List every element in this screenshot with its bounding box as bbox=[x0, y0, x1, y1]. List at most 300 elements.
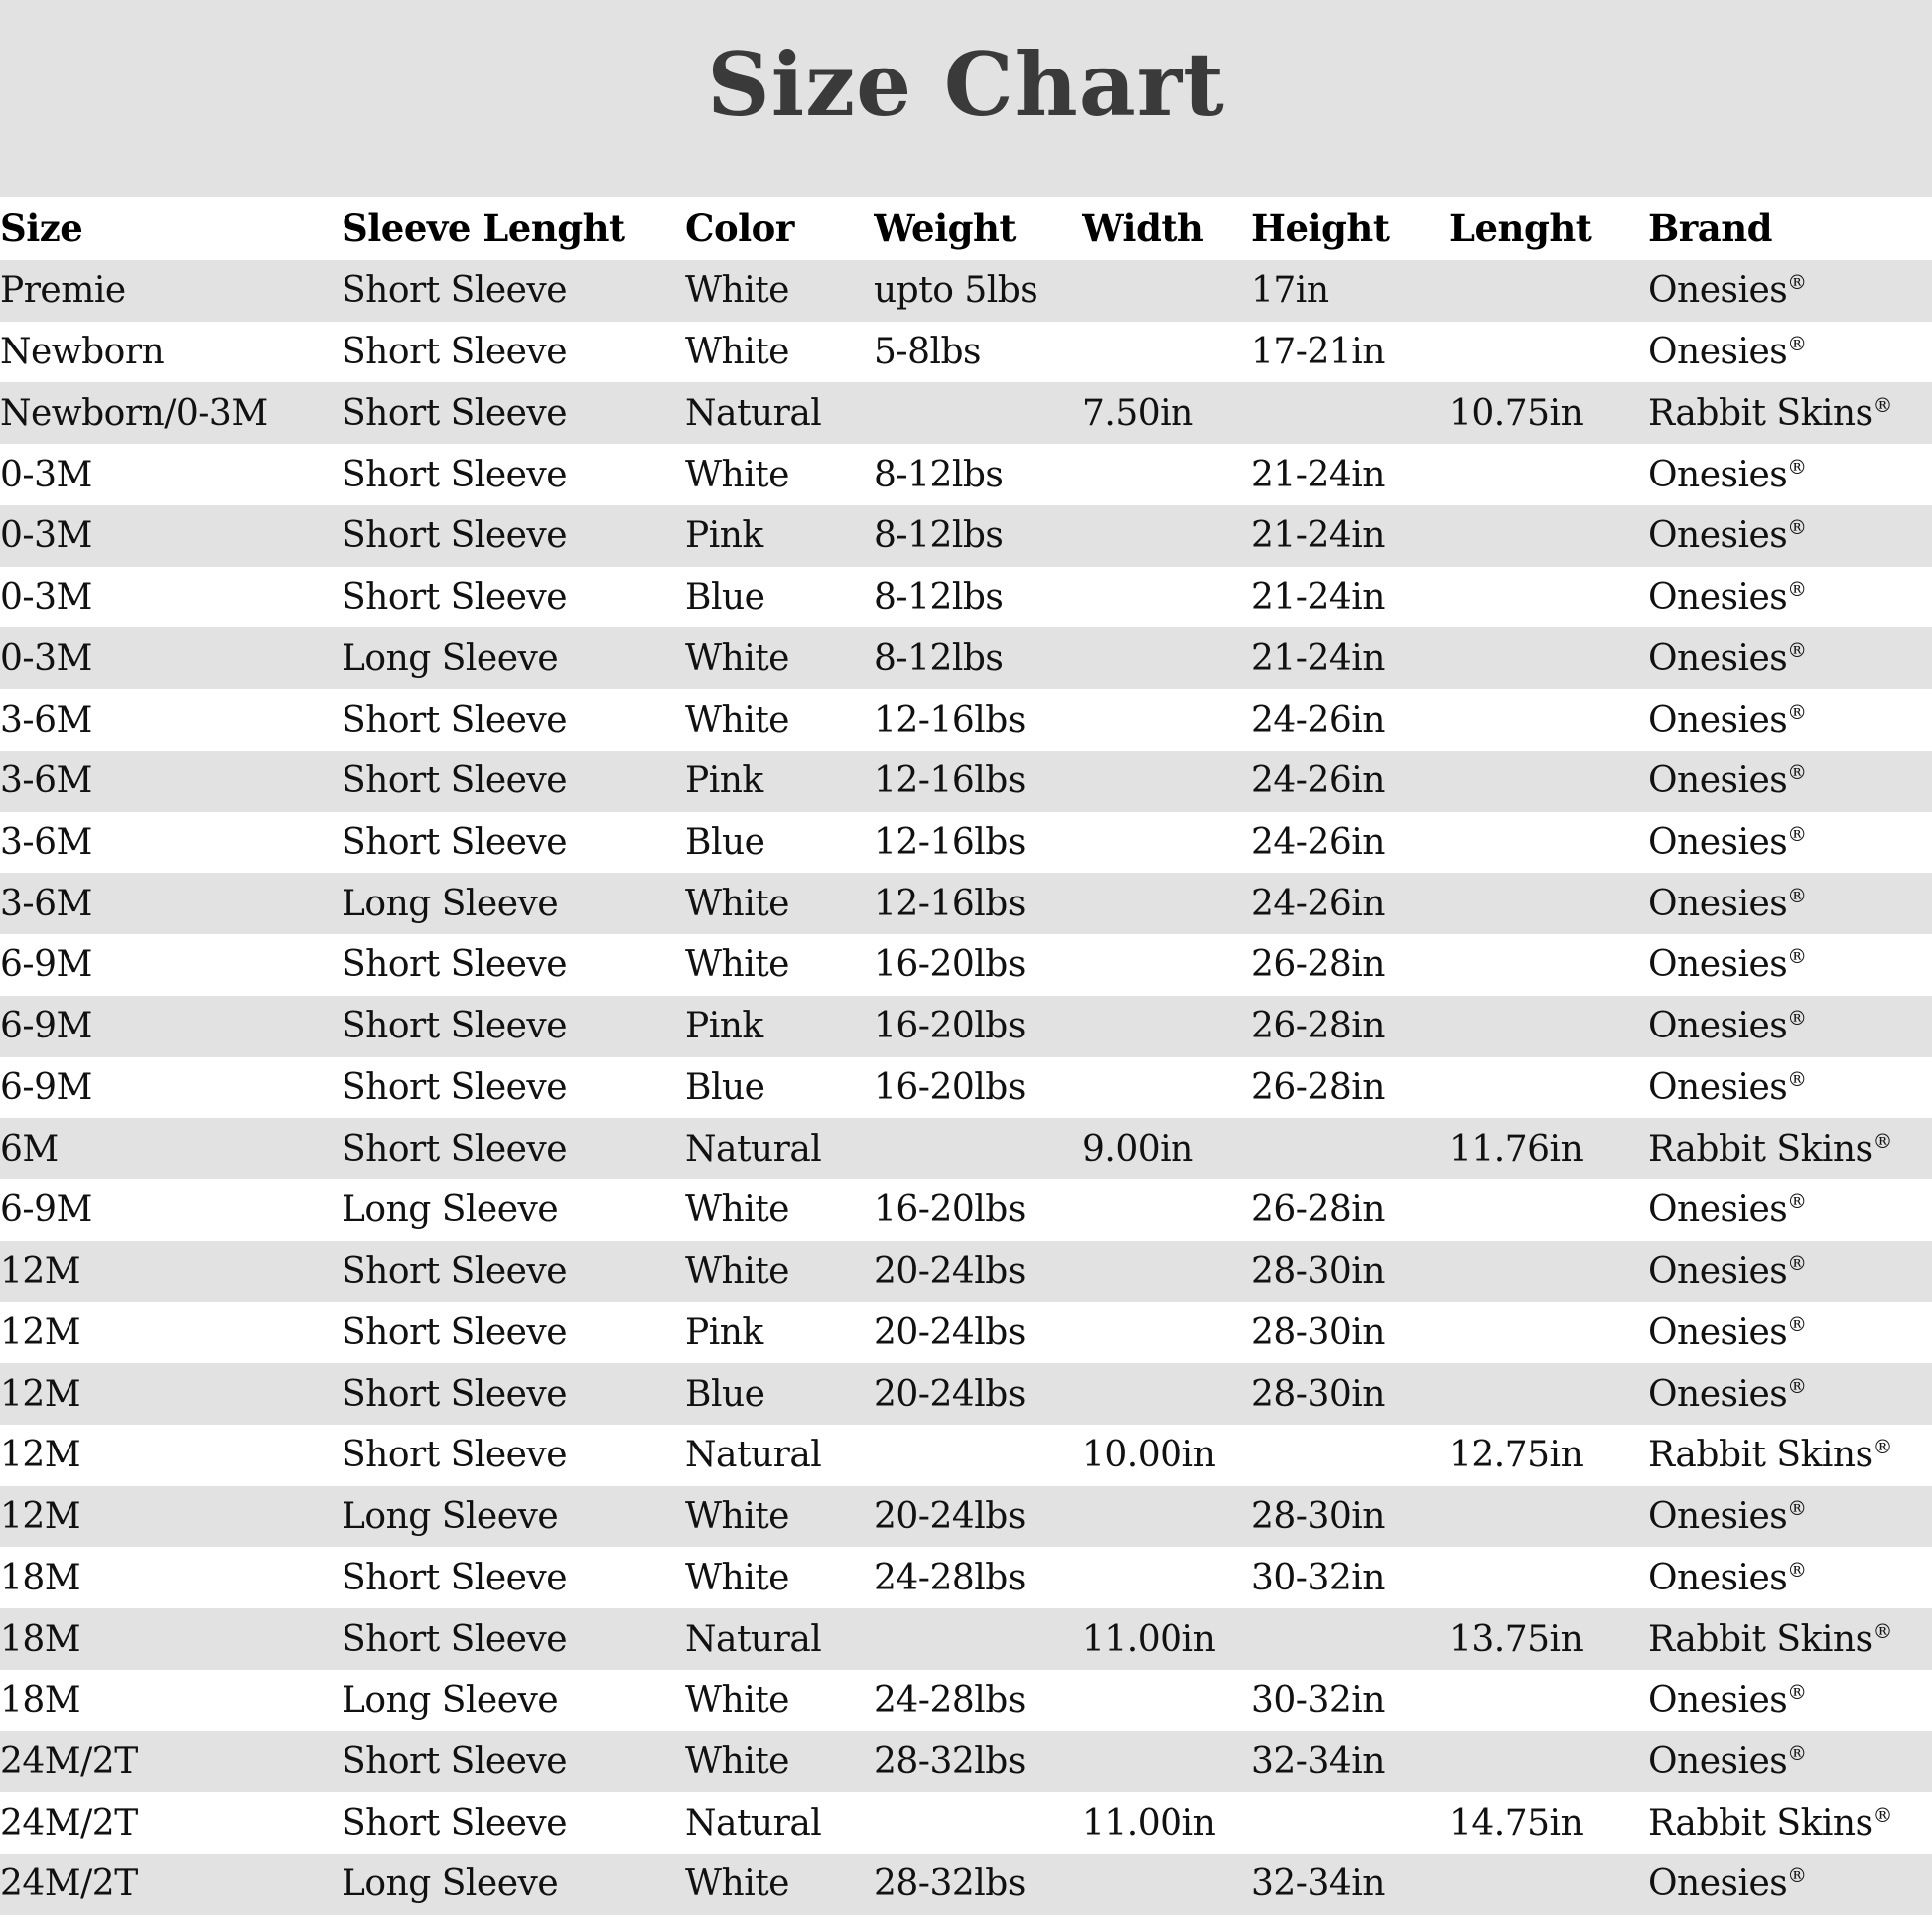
cell-sleeve-length: Short Sleeve bbox=[342, 760, 568, 802]
table-row bbox=[0, 1302, 1932, 1363]
brand-name: Onesies bbox=[1648, 270, 1788, 312]
cell-brand bbox=[1648, 1547, 1932, 1608]
cell-length bbox=[1449, 1486, 1648, 1548]
cell-width: 11.00in bbox=[1082, 1618, 1216, 1660]
table-row bbox=[0, 1057, 1932, 1119]
cell-size: Newborn bbox=[0, 332, 165, 373]
registered-trademark-symbol: ® bbox=[1787, 822, 1807, 846]
brand-name: Onesies bbox=[1648, 1251, 1788, 1293]
registered-trademark-symbol: ® bbox=[1787, 516, 1807, 540]
table-row bbox=[0, 1179, 1932, 1241]
cell-brand bbox=[1648, 689, 1932, 751]
cell-brand bbox=[1648, 812, 1932, 874]
cell-brand bbox=[1648, 1854, 1932, 1915]
cell-brand bbox=[1648, 1057, 1932, 1119]
registered-trademark-symbol: ® bbox=[1787, 578, 1807, 602]
cell-weight: 16-20lbs bbox=[874, 1066, 1026, 1108]
brand-name: Onesies bbox=[1648, 821, 1788, 863]
cell-width: 7.50in bbox=[1082, 392, 1193, 434]
cell-height bbox=[1251, 1792, 1449, 1854]
brand-name: Onesies bbox=[1648, 944, 1788, 986]
table-row bbox=[0, 689, 1932, 751]
cell-size: 12M bbox=[0, 1311, 81, 1353]
cell-size: 24M/2T bbox=[0, 1863, 138, 1905]
brand-name: Onesies bbox=[1648, 515, 1788, 557]
table-row bbox=[0, 1486, 1932, 1548]
registered-trademark-symbol: ® bbox=[1787, 1312, 1807, 1336]
cell-length bbox=[1449, 505, 1648, 567]
cell-size: 0-3M bbox=[0, 577, 92, 619]
cell-weight bbox=[874, 1608, 1082, 1670]
cell-color: Natural bbox=[685, 1802, 822, 1844]
cell-length bbox=[1449, 1057, 1648, 1119]
brand-name: Rabbit Skins bbox=[1648, 392, 1873, 434]
cell-height: 26-28in bbox=[1251, 1066, 1385, 1108]
cell-width bbox=[1082, 1547, 1251, 1608]
cell-size: 18M bbox=[0, 1680, 81, 1722]
column-header-color: Color bbox=[685, 207, 794, 250]
registered-trademark-symbol: ® bbox=[1787, 1741, 1807, 1765]
cell-color: Natural bbox=[685, 1618, 822, 1660]
registered-trademark-symbol: ® bbox=[1787, 1067, 1807, 1091]
cell-length bbox=[1449, 627, 1648, 689]
cell-brand bbox=[1648, 934, 1932, 996]
cell-length bbox=[1449, 1241, 1648, 1303]
cell-width bbox=[1082, 1363, 1251, 1425]
cell-color: White bbox=[685, 1863, 789, 1905]
cell-color: White bbox=[685, 1189, 789, 1231]
cell-size: 6-9M bbox=[0, 1066, 92, 1108]
registered-trademark-symbol: ® bbox=[1787, 1864, 1807, 1888]
cell-size: 0-3M bbox=[0, 454, 92, 495]
cell-color: Blue bbox=[685, 1373, 765, 1415]
cell-size: 0-3M bbox=[0, 637, 92, 679]
cell-height: 24-26in bbox=[1251, 760, 1385, 802]
cell-size: 0-3M bbox=[0, 515, 92, 557]
registered-trademark-symbol: ® bbox=[1787, 333, 1807, 356]
table-header bbox=[0, 197, 1932, 260]
cell-height: 17-21in bbox=[1251, 332, 1385, 373]
column-header-length: Lenght bbox=[1449, 207, 1592, 250]
cell-height: 26-28in bbox=[1251, 1006, 1385, 1047]
cell-color: Blue bbox=[685, 1066, 765, 1108]
table-row bbox=[0, 1731, 1932, 1793]
cell-color: White bbox=[685, 1251, 789, 1293]
cell-width bbox=[1082, 1179, 1251, 1241]
cell-color: Blue bbox=[685, 577, 765, 619]
cell-length: 13.75in bbox=[1449, 1618, 1584, 1660]
cell-brand bbox=[1648, 996, 1932, 1057]
cell-height: 26-28in bbox=[1251, 944, 1385, 986]
table-row bbox=[0, 322, 1932, 383]
brand-name: Onesies bbox=[1648, 1680, 1788, 1722]
cell-sleeve-length: Long Sleeve bbox=[342, 1189, 559, 1231]
brand-name: Onesies bbox=[1648, 883, 1788, 924]
cell-sleeve-length: Long Sleeve bbox=[342, 1863, 559, 1905]
cell-width bbox=[1082, 1854, 1251, 1915]
cell-height: 28-30in bbox=[1251, 1251, 1385, 1293]
cell-length bbox=[1449, 1670, 1648, 1731]
cell-weight: 12-16lbs bbox=[874, 699, 1026, 741]
cell-brand bbox=[1648, 1118, 1932, 1179]
cell-sleeve-length: Short Sleeve bbox=[342, 392, 568, 434]
registered-trademark-symbol: ® bbox=[1787, 884, 1807, 907]
column-header-sleeve-length: Sleeve Lenght bbox=[342, 207, 625, 250]
table-row bbox=[0, 1792, 1932, 1854]
brand-name: Onesies bbox=[1648, 1006, 1788, 1047]
cell-sleeve-length: Short Sleeve bbox=[342, 1557, 568, 1598]
cell-height: 28-30in bbox=[1251, 1373, 1385, 1415]
cell-brand bbox=[1648, 751, 1932, 812]
cell-sleeve-length: Short Sleeve bbox=[342, 515, 568, 557]
cell-length bbox=[1449, 934, 1648, 996]
cell-color: White bbox=[685, 637, 789, 679]
cell-sleeve-length: Short Sleeve bbox=[342, 1311, 568, 1353]
cell-weight: 12-16lbs bbox=[874, 883, 1026, 924]
cell-color: White bbox=[685, 1496, 789, 1538]
cell-width bbox=[1082, 567, 1251, 628]
cell-width bbox=[1082, 1057, 1251, 1119]
cell-width bbox=[1082, 1302, 1251, 1363]
cell-sleeve-length: Short Sleeve bbox=[342, 1740, 568, 1782]
cell-length bbox=[1449, 689, 1648, 751]
cell-size: 12M bbox=[0, 1496, 81, 1538]
cell-size: 24M/2T bbox=[0, 1740, 138, 1782]
cell-height bbox=[1251, 1118, 1449, 1179]
cell-color: Pink bbox=[685, 1006, 763, 1047]
table-row bbox=[0, 444, 1932, 505]
cell-color: Natural bbox=[685, 1128, 822, 1170]
table-row bbox=[0, 873, 1932, 934]
table-row bbox=[0, 751, 1932, 812]
cell-brand bbox=[1648, 1302, 1932, 1363]
cell-size: 3-6M bbox=[0, 760, 92, 802]
cell-weight: 12-16lbs bbox=[874, 760, 1026, 802]
cell-weight: 8-12lbs bbox=[874, 454, 1004, 495]
table-row bbox=[0, 260, 1932, 322]
cell-width bbox=[1082, 751, 1251, 812]
table-row bbox=[0, 1363, 1932, 1425]
cell-sleeve-length: Short Sleeve bbox=[342, 944, 568, 986]
registered-trademark-symbol: ® bbox=[1787, 1190, 1807, 1214]
brand-name: Onesies bbox=[1648, 699, 1788, 741]
cell-width: 10.00in bbox=[1082, 1435, 1216, 1476]
cell-width bbox=[1082, 934, 1251, 996]
cell-size: 3-6M bbox=[0, 821, 92, 863]
cell-weight bbox=[874, 1425, 1082, 1486]
cell-size: 24M/2T bbox=[0, 1802, 138, 1844]
cell-length bbox=[1449, 567, 1648, 628]
brand-name: Onesies bbox=[1648, 577, 1788, 619]
cell-height: 26-28in bbox=[1251, 1189, 1385, 1231]
brand-name: Onesies bbox=[1648, 454, 1788, 495]
column-header-brand: Brand bbox=[1648, 207, 1773, 250]
cell-color: Pink bbox=[685, 760, 763, 802]
cell-weight: 16-20lbs bbox=[874, 944, 1026, 986]
brand-name: Rabbit Skins bbox=[1648, 1128, 1873, 1170]
registered-trademark-symbol: ® bbox=[1787, 271, 1807, 295]
cell-color: White bbox=[685, 1557, 789, 1598]
table-row bbox=[0, 812, 1932, 874]
cell-brand bbox=[1648, 1241, 1932, 1303]
cell-width bbox=[1082, 1670, 1251, 1731]
page-title: Size Chart bbox=[707, 33, 1225, 136]
cell-size: Newborn/0-3M bbox=[0, 392, 268, 434]
cell-weight: 28-32lbs bbox=[874, 1863, 1026, 1905]
brand-name: Onesies bbox=[1648, 760, 1788, 802]
cell-weight: 8-12lbs bbox=[874, 577, 1004, 619]
table-row bbox=[0, 1547, 1932, 1608]
cell-sleeve-length: Long Sleeve bbox=[342, 883, 559, 924]
cell-width bbox=[1082, 689, 1251, 751]
brand-name: Onesies bbox=[1648, 1557, 1788, 1598]
cell-color: White bbox=[685, 883, 789, 924]
cell-color: White bbox=[685, 944, 789, 986]
cell-height: 28-30in bbox=[1251, 1311, 1385, 1353]
registered-trademark-symbol: ® bbox=[1872, 1436, 1892, 1459]
cell-weight: upto 5lbs bbox=[874, 270, 1038, 312]
registered-trademark-symbol: ® bbox=[1787, 1497, 1807, 1521]
cell-length bbox=[1449, 751, 1648, 812]
cell-weight: 12-16lbs bbox=[874, 821, 1026, 863]
cell-brand bbox=[1648, 1608, 1932, 1670]
cell-brand bbox=[1648, 322, 1932, 383]
registered-trademark-symbol: ® bbox=[1787, 638, 1807, 662]
brand-name: Onesies bbox=[1648, 1373, 1788, 1415]
cell-weight: 20-24lbs bbox=[874, 1373, 1026, 1415]
cell-sleeve-length: Short Sleeve bbox=[342, 1802, 568, 1844]
cell-brand bbox=[1648, 1363, 1932, 1425]
table-row bbox=[0, 1670, 1932, 1731]
cell-length: 11.76in bbox=[1449, 1128, 1584, 1170]
cell-weight: 16-20lbs bbox=[874, 1006, 1026, 1047]
cell-color: White bbox=[685, 1740, 789, 1782]
registered-trademark-symbol: ® bbox=[1872, 1619, 1892, 1643]
cell-height: 21-24in bbox=[1251, 515, 1385, 557]
cell-length bbox=[1449, 260, 1648, 322]
cell-brand bbox=[1648, 1486, 1932, 1548]
cell-width: 11.00in bbox=[1082, 1802, 1216, 1844]
cell-height: 28-30in bbox=[1251, 1496, 1385, 1538]
cell-brand bbox=[1648, 873, 1932, 934]
cell-width: 9.00in bbox=[1082, 1128, 1193, 1170]
cell-sleeve-length: Short Sleeve bbox=[342, 1373, 568, 1415]
cell-width bbox=[1082, 505, 1251, 567]
table-row bbox=[0, 1854, 1932, 1915]
registered-trademark-symbol: ® bbox=[1787, 1252, 1807, 1276]
cell-length bbox=[1449, 1854, 1648, 1915]
table-row bbox=[0, 505, 1932, 567]
cell-width bbox=[1082, 627, 1251, 689]
cell-height: 30-32in bbox=[1251, 1557, 1385, 1598]
brand-name: Onesies bbox=[1648, 637, 1788, 679]
cell-color: Pink bbox=[685, 515, 763, 557]
title-banner bbox=[0, 0, 1932, 197]
cell-width bbox=[1082, 812, 1251, 874]
cell-weight: 20-24lbs bbox=[874, 1251, 1026, 1293]
cell-height bbox=[1251, 1425, 1449, 1486]
cell-color: Pink bbox=[685, 1311, 763, 1353]
cell-brand bbox=[1648, 260, 1932, 322]
brand-name: Onesies bbox=[1648, 1863, 1788, 1905]
table-row bbox=[0, 934, 1932, 996]
column-header-width: Width bbox=[1082, 207, 1204, 250]
cell-weight: 20-24lbs bbox=[874, 1496, 1026, 1538]
cell-sleeve-length: Short Sleeve bbox=[342, 270, 568, 312]
table-row bbox=[0, 996, 1932, 1057]
brand-name: Rabbit Skins bbox=[1648, 1435, 1873, 1476]
cell-size: 12M bbox=[0, 1373, 81, 1415]
cell-size: 3-6M bbox=[0, 883, 92, 924]
table-row bbox=[0, 382, 1932, 444]
cell-weight: 24-28lbs bbox=[874, 1557, 1026, 1598]
cell-sleeve-length: Short Sleeve bbox=[342, 1128, 568, 1170]
column-header-height: Height bbox=[1251, 207, 1390, 250]
cell-size: 12M bbox=[0, 1435, 81, 1476]
registered-trademark-symbol: ® bbox=[1787, 1374, 1807, 1398]
cell-brand bbox=[1648, 1425, 1932, 1486]
cell-width bbox=[1082, 1731, 1251, 1793]
cell-sleeve-length: Short Sleeve bbox=[342, 1251, 568, 1293]
cell-length bbox=[1449, 1302, 1648, 1363]
cell-color: White bbox=[685, 699, 789, 741]
registered-trademark-symbol: ® bbox=[1787, 1681, 1807, 1705]
cell-width bbox=[1082, 444, 1251, 505]
cell-sleeve-length: Short Sleeve bbox=[342, 1618, 568, 1660]
cell-height: 24-26in bbox=[1251, 883, 1385, 924]
cell-sleeve-length: Long Sleeve bbox=[342, 637, 559, 679]
cell-length bbox=[1449, 873, 1648, 934]
cell-size: 18M bbox=[0, 1618, 81, 1660]
brand-name: Rabbit Skins bbox=[1648, 1802, 1873, 1844]
cell-width bbox=[1082, 1241, 1251, 1303]
brand-name: Onesies bbox=[1648, 1740, 1788, 1782]
cell-size: Premie bbox=[0, 270, 126, 312]
cell-height: 21-24in bbox=[1251, 577, 1385, 619]
cell-height: 24-26in bbox=[1251, 821, 1385, 863]
registered-trademark-symbol: ® bbox=[1787, 1007, 1807, 1031]
cell-height: 21-24in bbox=[1251, 637, 1385, 679]
cell-weight: 24-28lbs bbox=[874, 1680, 1026, 1722]
cell-weight bbox=[874, 1792, 1082, 1854]
cell-sleeve-length: Long Sleeve bbox=[342, 1680, 559, 1722]
cell-size: 3-6M bbox=[0, 699, 92, 741]
cell-length: 12.75in bbox=[1449, 1435, 1584, 1476]
cell-height: 32-34in bbox=[1251, 1740, 1385, 1782]
cell-length bbox=[1449, 1363, 1648, 1425]
cell-color: Blue bbox=[685, 821, 765, 863]
cell-length bbox=[1449, 996, 1648, 1057]
cell-color: Natural bbox=[685, 1435, 822, 1476]
cell-length bbox=[1449, 1547, 1648, 1608]
cell-size: 6-9M bbox=[0, 944, 92, 986]
cell-weight bbox=[874, 1118, 1082, 1179]
cell-sleeve-length: Short Sleeve bbox=[342, 1006, 568, 1047]
cell-width bbox=[1082, 873, 1251, 934]
cell-color: Natural bbox=[685, 392, 822, 434]
cell-height: 24-26in bbox=[1251, 699, 1385, 741]
cell-size: 6M bbox=[0, 1128, 59, 1170]
brand-name: Rabbit Skins bbox=[1648, 1618, 1873, 1660]
registered-trademark-symbol: ® bbox=[1787, 945, 1807, 969]
cell-brand bbox=[1648, 382, 1932, 444]
cell-width bbox=[1082, 996, 1251, 1057]
registered-trademark-symbol: ® bbox=[1787, 761, 1807, 785]
cell-sleeve-length: Long Sleeve bbox=[342, 1496, 559, 1538]
registered-trademark-symbol: ® bbox=[1787, 700, 1807, 724]
header-row bbox=[0, 197, 1932, 260]
brand-name: Onesies bbox=[1648, 1496, 1788, 1538]
cell-width bbox=[1082, 1486, 1251, 1548]
cell-brand bbox=[1648, 444, 1932, 505]
cell-sleeve-length: Short Sleeve bbox=[342, 1435, 568, 1476]
cell-height: 32-34in bbox=[1251, 1863, 1385, 1905]
cell-length bbox=[1449, 444, 1648, 505]
brand-name: Onesies bbox=[1648, 1189, 1788, 1231]
cell-size: 6-9M bbox=[0, 1006, 92, 1047]
cell-sleeve-length: Short Sleeve bbox=[342, 821, 568, 863]
cell-weight: 16-20lbs bbox=[874, 1189, 1026, 1231]
cell-brand bbox=[1648, 505, 1932, 567]
registered-trademark-symbol: ® bbox=[1787, 1558, 1807, 1582]
table-body bbox=[0, 260, 1932, 1915]
brand-name: Onesies bbox=[1648, 332, 1788, 373]
cell-height: 30-32in bbox=[1251, 1680, 1385, 1722]
brand-name: Onesies bbox=[1648, 1311, 1788, 1353]
cell-sleeve-length: Short Sleeve bbox=[342, 577, 568, 619]
table-row bbox=[0, 567, 1932, 628]
cell-color: White bbox=[685, 332, 789, 373]
table-row bbox=[0, 627, 1932, 689]
cell-length: 14.75in bbox=[1449, 1802, 1584, 1844]
cell-weight: 20-24lbs bbox=[874, 1311, 1026, 1353]
cell-sleeve-length: Short Sleeve bbox=[342, 699, 568, 741]
cell-weight: 8-12lbs bbox=[874, 637, 1004, 679]
column-header-weight: Weight bbox=[874, 207, 1016, 250]
cell-weight bbox=[874, 382, 1082, 444]
cell-width bbox=[1082, 260, 1251, 322]
cell-brand bbox=[1648, 567, 1932, 628]
cell-color: White bbox=[685, 1680, 789, 1722]
cell-sleeve-length: Short Sleeve bbox=[342, 454, 568, 495]
cell-height: 21-24in bbox=[1251, 454, 1385, 495]
cell-color: White bbox=[685, 454, 789, 495]
brand-name: Onesies bbox=[1648, 1066, 1788, 1108]
table-row bbox=[0, 1241, 1932, 1303]
cell-length bbox=[1449, 812, 1648, 874]
size-chart-table bbox=[0, 197, 1932, 1915]
cell-sleeve-length: Short Sleeve bbox=[342, 1066, 568, 1108]
cell-color: White bbox=[685, 270, 789, 312]
cell-height: 17in bbox=[1251, 270, 1329, 312]
cell-brand bbox=[1648, 1179, 1932, 1241]
cell-brand bbox=[1648, 1792, 1932, 1854]
cell-weight: 8-12lbs bbox=[874, 515, 1004, 557]
cell-length bbox=[1449, 322, 1648, 383]
cell-size: 18M bbox=[0, 1557, 81, 1598]
cell-brand bbox=[1648, 1731, 1932, 1793]
cell-sleeve-length: Short Sleeve bbox=[342, 332, 568, 373]
cell-height bbox=[1251, 382, 1449, 444]
cell-length bbox=[1449, 1731, 1648, 1793]
table-row bbox=[0, 1118, 1932, 1179]
registered-trademark-symbol: ® bbox=[1872, 393, 1892, 417]
table-row bbox=[0, 1425, 1932, 1486]
cell-width bbox=[1082, 322, 1251, 383]
column-header-size: Size bbox=[0, 207, 83, 250]
cell-weight: 28-32lbs bbox=[874, 1740, 1026, 1782]
cell-size: 6-9M bbox=[0, 1189, 92, 1231]
